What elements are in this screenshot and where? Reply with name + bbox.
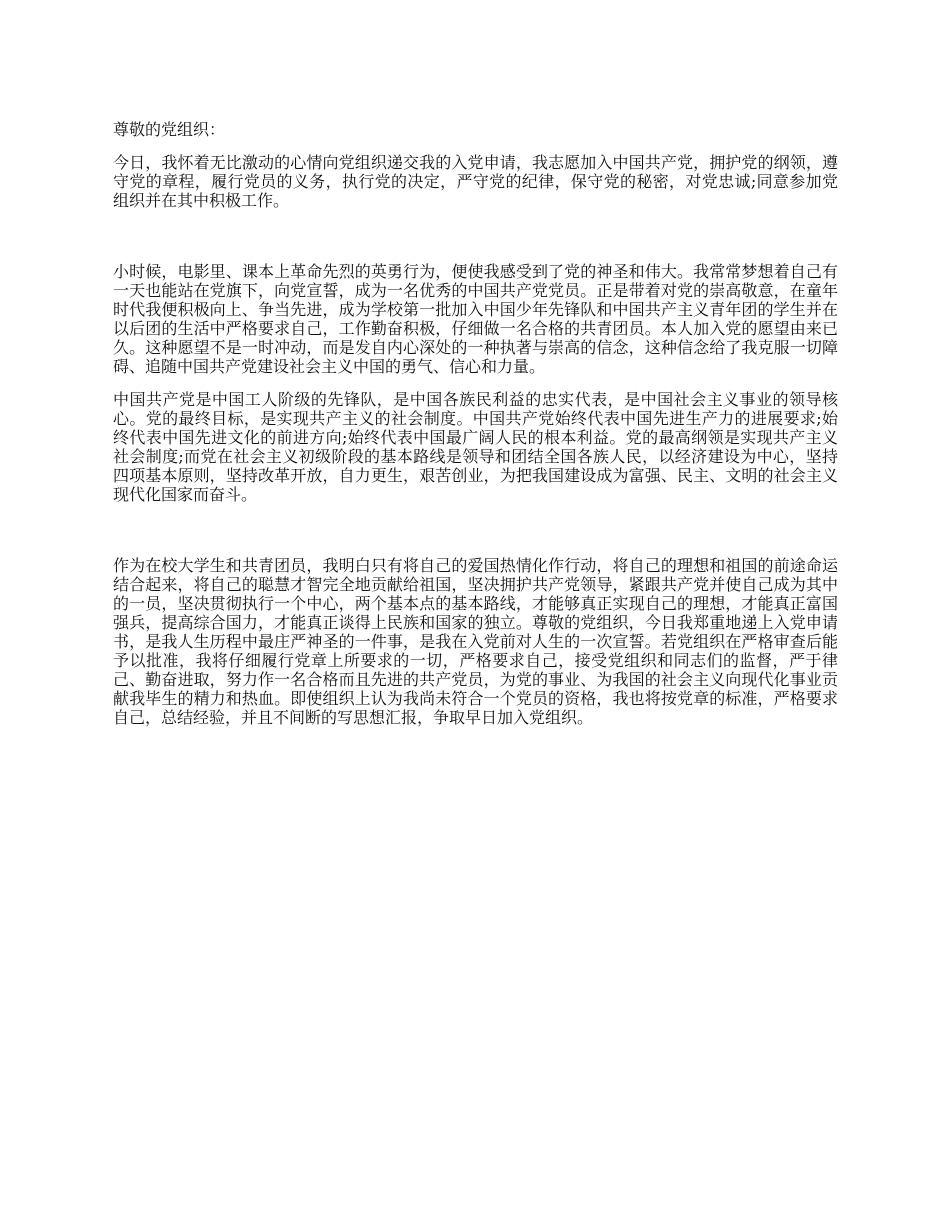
paragraph-pledge: 今日，我怀着无比激动的心情向党组织递交我的入党申请，我志愿加入中国共产党，拥护党的纲领，遵守党的章程，履行党员的义务，执行党的决定，严守党的纪律，保守党的秘密，对党忠诚;同意参加党组织并在其中积极工作。	[113, 153, 838, 210]
paragraph-commitment: 作为在校大学生和共青团员，我明白只有将自己的爱国热情化作行动，将自己的理想和祖国的前途命运结合起来，将自己的聪慧才智完全地贡献给祖国，坚决拥护共产党领导，紧跟共产党并使自己成为其中的一员，坚决贯彻执行一个中心，两个基本点的基本路线，才能够真正实现自己的理想，才能真正富国强兵，提高综合国力，才能真正谈得上民族和国家的独立。尊敬的党组织，今日我郑重地递上入党申请书，是我人生历程中最庄严神圣的一件事，是我在入党前对人生的一次宣誓。若党组织在严格审查后能予以批准，我将仔细履行党章上所要求的一切，严格要求自己，接受党组织和同志们的监督，严于律己、勤奋进取，努力作一名合格而且先进的共产党员，为党的事业、为我国的社会主义向现代化事业贡献我毕生的精力和热血。即使组织上认为我尚未符合一个党员的资格，我也将按党章的标准，严格要求自己，总结经验，并且不间断的写思想汇报，争取早日加入党组织。	[113, 556, 838, 727]
paragraph-party-nature: 中国共产党是中国工人阶级的先锋队，是中国各族民利益的忠实代表，是中国社会主义事业的领导核心。党的最终目标，是实现共产主义的社会制度。中国共产党始终代表中国先进生产力的进展要求;始终代表中国先进文化的前进方向;始终代表中国最广阔人民的根本利益。党的最高纲领是实现共产主义社会制度;而党在社会主义初级阶段的基本路线是领导和团结全国各族人民，以经济建设为中心，坚持四项基本原则，坚持改革开放，自力更生，艰苦创业，为把我国建设成为富强、民主、文明的社会主义现代化国家而奋斗。	[113, 390, 838, 504]
paragraph-gap	[113, 210, 838, 262]
document-page	[113, 120, 838, 727]
paragraph-gap	[113, 376, 838, 390]
paragraph-childhood: 小时候，电影里、课本上革命先烈的英勇行为，便使我感受到了党的神圣和伟大。我常常梦想着自己有一天也能站在党旗下，向党宣誓，成为一名优秀的中国共产党党员。正是带着对党的崇高敬意，在童年时代我便积极向上、争当先进，成为学校第一批加入中国少年先锋队和中国共产主义青年团的学生并在以后团的生活中严格要求自己，工作勤奋积极，仔细做一名合格的共青团员。本人加入党的愿望由来已久。这种愿望不是一时冲动，而是发自内心深处的一种执著与崇高的信念，这种信念给了我克服一切障碍、追随中国共产党建设社会主义中国的勇气、信心和力量。	[113, 262, 838, 376]
salutation: 尊敬的党组织：	[113, 120, 226, 139]
paragraph-gap	[113, 504, 838, 556]
